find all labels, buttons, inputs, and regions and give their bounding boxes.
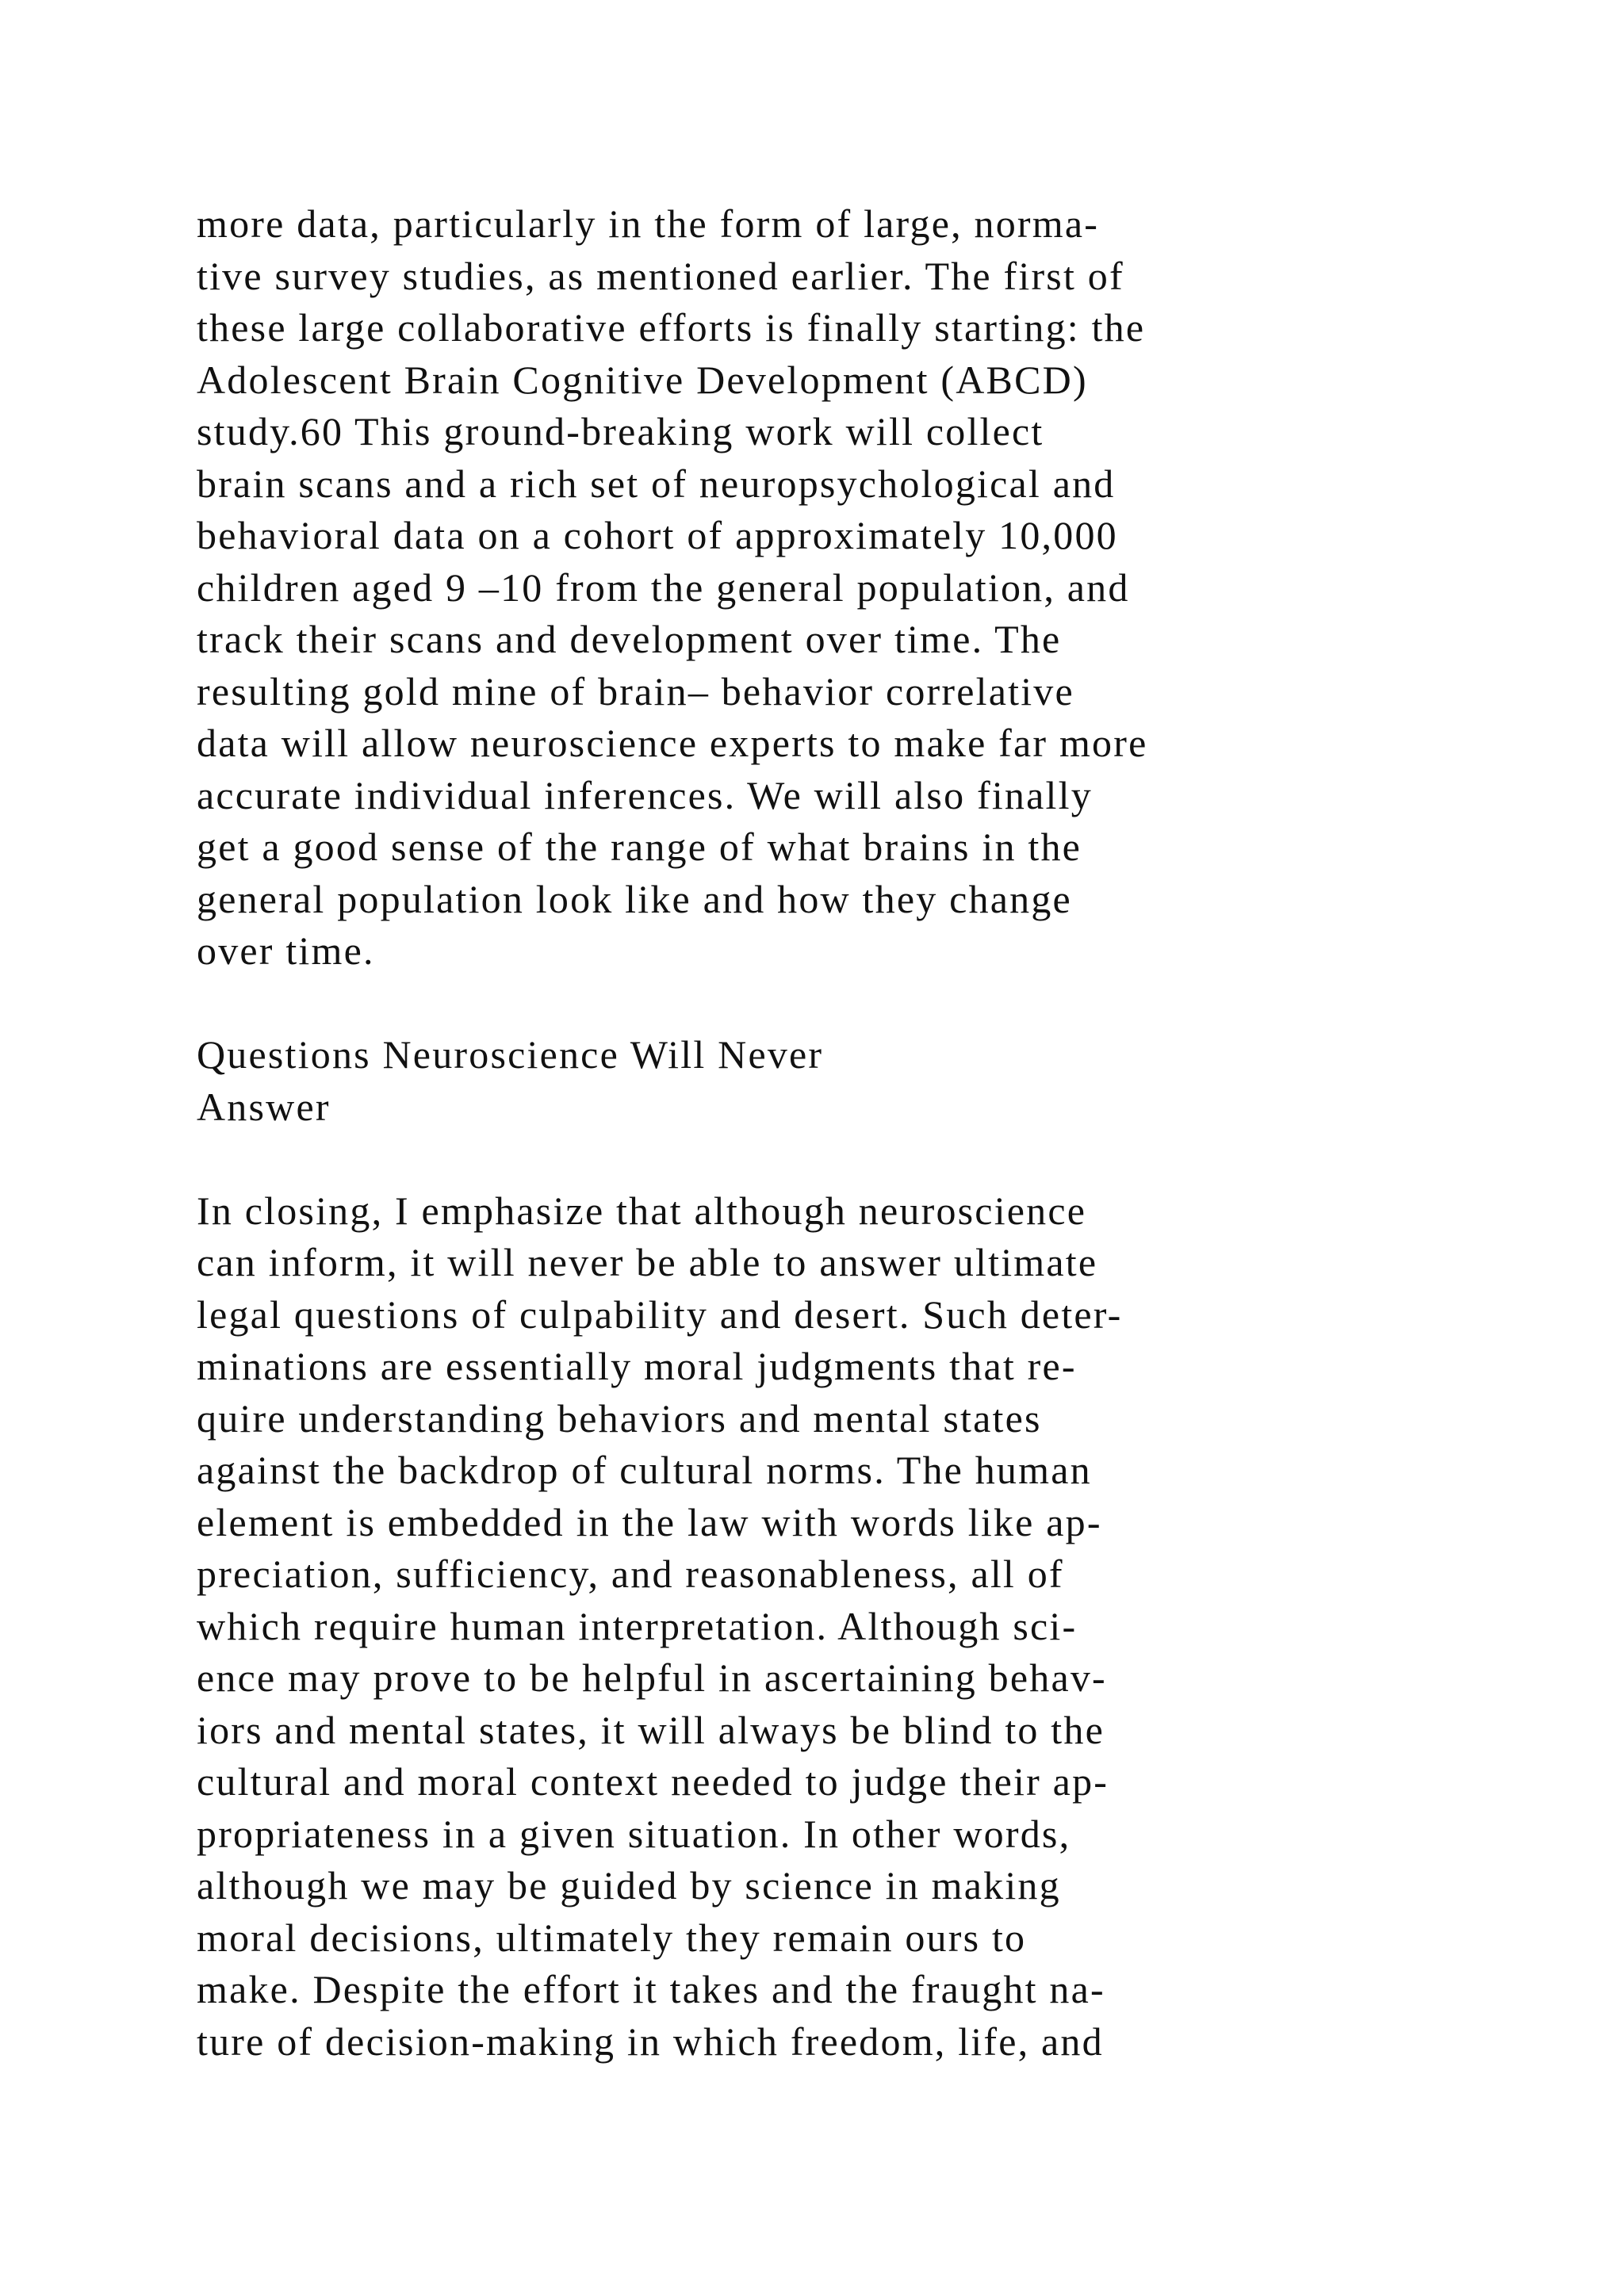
text-line: brain scans and a rich set of neuropsychological and: [197, 461, 1116, 506]
text-line: tive survey studies, as mentioned earlier. The first of: [197, 253, 1124, 298]
text-line: general population look like and how they change: [197, 876, 1072, 921]
text-line: these large collaborative efforts is finally starting: the: [197, 305, 1146, 350]
text-line: ture of decision-making in which freedom, life, and: [197, 2019, 1104, 2064]
text-line: resulting gold mine of brain– behavior correlative: [197, 668, 1074, 714]
text-line: more data, particularly in the form of large, norma-: [197, 201, 1100, 246]
text-line: Adolescent Brain Cognitive Development (ABCD): [197, 357, 1088, 402]
text-line: minations are essentially moral judgments that re-: [197, 1344, 1077, 1388]
heading-line: Questions Neuroscience Will Never: [197, 1032, 824, 1077]
paragraph-spacer: [197, 978, 1545, 1030]
text-line: ence may prove to be helpful in ascertaining behav-: [197, 1655, 1107, 1700]
text-line: propriateness in a given situation. In other words,: [197, 1811, 1071, 1856]
text-line: make. Despite the effort it takes and the fraught na-: [197, 1967, 1105, 2011]
text-line: can inform, it will never be able to answer ultimate: [197, 1240, 1098, 1284]
paragraph-spacer: [197, 1133, 1545, 1185]
paragraph-abcd-study: [197, 198, 1545, 978]
text-line: iors and mental states, it will always be blind to the: [197, 1707, 1105, 1752]
text-line: accurate individual inferences. We will also finally: [197, 772, 1093, 817]
text-line: which require human interpretation. Although sci-: [197, 1603, 1078, 1648]
text-line: children aged 9 –10 from the general population, and: [197, 564, 1130, 610]
text-line: against the backdrop of cultural norms. The human: [197, 1448, 1092, 1492]
text-line: over time.: [197, 928, 375, 973]
text-line: In closing, I emphasize that although neuroscience: [197, 1188, 1087, 1233]
text-line: element is embedded in the law with words like ap-: [197, 1499, 1102, 1544]
text-line: get a good sense of the range of what brains in the: [197, 825, 1082, 869]
text-line: study.60 This ground-breaking work will collect: [197, 409, 1044, 453]
document-page: [197, 198, 1545, 2068]
text-line: although we may be guided by science in making: [197, 1863, 1061, 1908]
text-line: moral decisions, ultimately they remain ours to: [197, 1915, 1027, 1960]
text-line: cultural and moral context needed to judge their ap-: [197, 1759, 1109, 1804]
heading-line: Answer: [197, 1084, 331, 1129]
text-line: legal questions of culpability and desert. Such deter-: [197, 1292, 1123, 1337]
paragraph-closing: [197, 1185, 1545, 2068]
text-line: behavioral data on a cohort of approximately 10,000: [197, 513, 1118, 557]
text-line: track their scans and development over time. The: [197, 617, 1062, 661]
text-line: data will allow neuroscience experts to make far more: [197, 721, 1148, 765]
section-heading: [197, 1029, 1545, 1133]
text-line: preciation, sufficiency, and reasonableness, all of: [197, 1552, 1064, 1596]
text-line: quire understanding behaviors and mental states: [197, 1395, 1042, 1441]
